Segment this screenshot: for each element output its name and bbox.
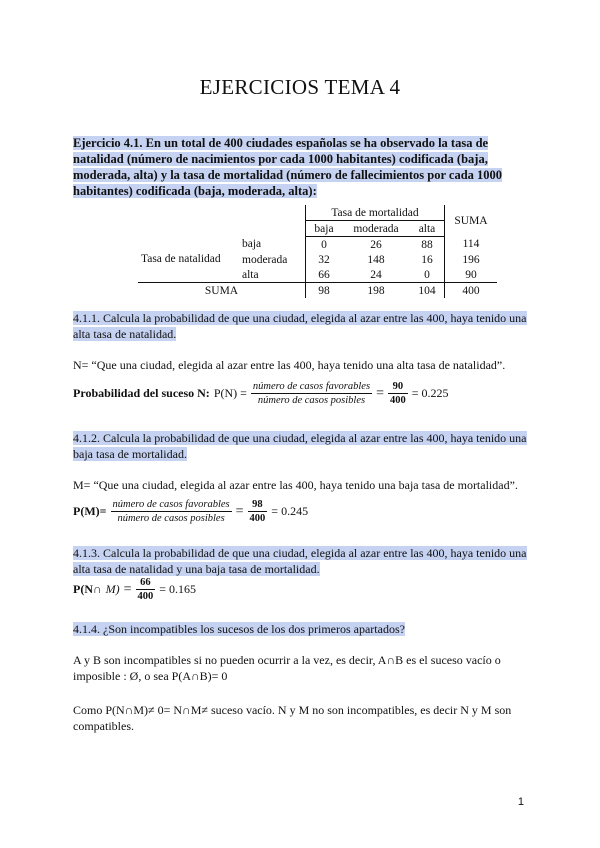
row-label: baja xyxy=(242,238,262,251)
col-header: moderada xyxy=(342,221,410,237)
prob-label: Probabilidad del suceso N: xyxy=(73,386,210,400)
table-cell: 88 xyxy=(421,238,433,251)
total-cell: 98 xyxy=(306,283,343,299)
col-header: alta xyxy=(410,221,445,237)
question-4-1-3 xyxy=(73,545,533,577)
prob-lhs: P(N∩ xyxy=(73,582,102,596)
fraction-numerator: número de casos favorables xyxy=(112,499,230,510)
incompatibility-definition: A y B son incompatibles si no pueden ocurrir a la vez, es decir, A∩B es el suceso vacío o imposible : Ø, o sea P(A∩B)= 0 xyxy=(73,653,501,683)
row-label: alta xyxy=(239,267,306,283)
exercise-heading xyxy=(73,135,533,199)
value-denominator: 400 xyxy=(389,395,406,406)
value-fraction xyxy=(136,577,156,602)
page-number: 1 xyxy=(517,796,524,808)
equals-sign: = xyxy=(376,385,384,401)
totals-label: SUMA xyxy=(204,284,239,297)
event-n-definition: N= “Que una ciudad, elegida al azar entre las 400, haya tenido una alta tasa de natalidad”. xyxy=(73,358,506,372)
question-text: 4.1.3. Calcula la probabilidad de que una ciudad, elegida al azar entre las 400, haya tenido una alta tasa de natalidad y una baja tasa de mortalidad. xyxy=(73,546,527,576)
sum-header: SUMA xyxy=(445,205,498,237)
incompatibility-conclusion: Como P(N∩M)≠ 0= N∩M≠ suceso vacío. N y M no son incompatibles, es decir N y M son compatibles. xyxy=(73,703,512,733)
row-sum: 114 xyxy=(445,237,498,253)
probability-m-line xyxy=(73,499,308,524)
col-group-header: Tasa de mortalidad xyxy=(306,205,445,221)
table-cell: 0 xyxy=(306,237,343,253)
table-cell: 148 xyxy=(367,253,385,266)
prob-lhs: P(M)= xyxy=(73,504,107,518)
equals-sign: = xyxy=(123,581,132,597)
value-denominator: 400 xyxy=(249,513,266,524)
grand-total: 400 xyxy=(445,283,498,299)
total-cell: 104 xyxy=(418,284,436,297)
fraction-denominator: número de casos posibles xyxy=(257,395,366,406)
question-text: 4.1.2. Calcula la probabilidad de que una ciudad, elegida al azar entre las 400, haya tenido una baja tasa de mortalidad. xyxy=(73,431,527,461)
value-numerator: 66 xyxy=(136,577,156,590)
question-4-1-1 xyxy=(73,310,533,342)
value-numerator: 98 xyxy=(248,499,268,512)
col-header: baja xyxy=(306,221,343,237)
fraction-numerator: número de casos favorables xyxy=(252,381,371,392)
question-text: 4.1.4. ¿Son incompatibles los sucesos de los dos primeros apartados? xyxy=(73,622,405,636)
equals-sign: = xyxy=(235,503,244,519)
row-label: moderada xyxy=(242,253,288,266)
row-sum: 90 xyxy=(445,267,498,283)
table-cell: 32 xyxy=(306,252,343,267)
event-m-definition: M= “Que una ciudad, elegida al azar entre las 400, haya tenido una baja tasa de mortalidad”. xyxy=(73,478,518,492)
probability-n-line xyxy=(73,381,449,406)
formula-fraction xyxy=(111,499,232,524)
value-fraction xyxy=(248,499,268,524)
formula-fraction xyxy=(251,381,372,406)
value-fraction xyxy=(388,381,408,406)
total-cell: 198 xyxy=(367,284,385,297)
table-cell: 24 xyxy=(342,267,410,283)
result-value: = 0.245 xyxy=(271,504,309,518)
table-cell: 16 xyxy=(421,253,433,266)
row-group-header: Tasa de natalidad xyxy=(138,237,239,283)
fraction-denominator: número de casos posibles xyxy=(117,513,225,524)
table-cell: 66 xyxy=(306,267,343,283)
prob-m: M) xyxy=(105,582,120,596)
question-4-1-2 xyxy=(73,430,533,462)
value-denominator: 400 xyxy=(137,591,154,602)
frequency-table xyxy=(138,205,497,298)
probability-nm-line xyxy=(73,577,196,602)
prob-lhs: P(N) = xyxy=(213,386,247,400)
question-text: 4.1.1. Calcula la probabilidad de que una ciudad, elegida al azar entre las 400, haya tenido una alta tasa de natalidad. xyxy=(73,311,527,341)
row-sum: 196 xyxy=(445,252,498,267)
result-value: = 0.165 xyxy=(159,582,197,596)
table-cell: 26 xyxy=(370,238,382,251)
exercise-heading-text: Ejercicio 4.1. En un total de 400 ciudades españolas se ha observado la tasa de natalidad (número de nacimientos por cada 1000 habitantes) codificada (baja, moderada, alta) y la tasa de mortalidad (número de fallecimientos por cada 1000 habitantes) codificada (baja, moderada, alta): xyxy=(73,136,503,198)
question-4-1-4 xyxy=(73,621,533,637)
page-title: EJERCICIOS TEMA 4 xyxy=(199,75,401,99)
result-value: = 0.225 xyxy=(411,386,449,400)
table-cell: 0 xyxy=(410,267,445,283)
value-numerator: 90 xyxy=(388,381,408,394)
